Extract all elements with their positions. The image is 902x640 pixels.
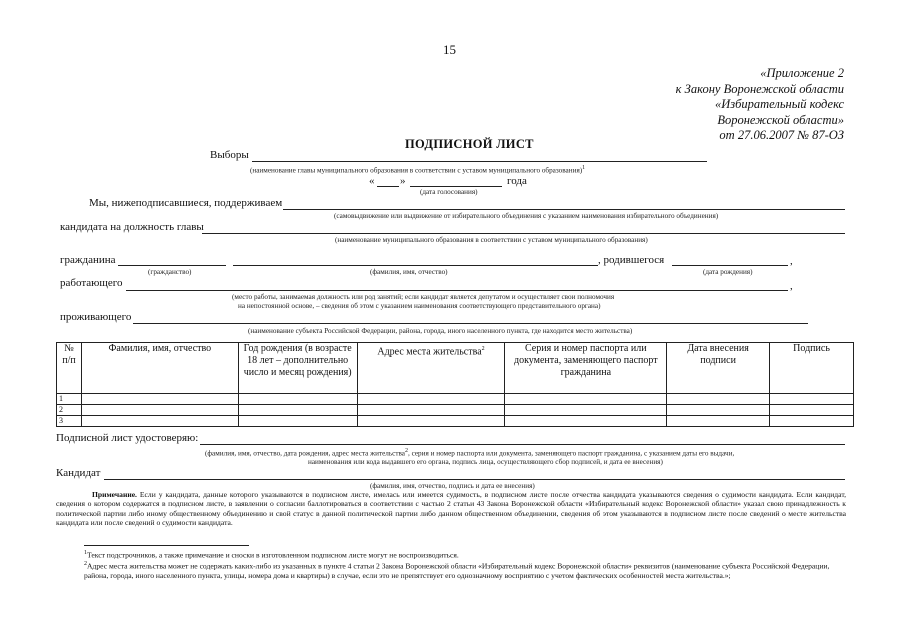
document-title: ПОДПИСНОЙ ЛИСТ (405, 137, 534, 151)
footnotes (84, 549, 844, 580)
certify-field[interactable] (200, 444, 845, 445)
cell-birth[interactable] (238, 394, 357, 405)
header-num: № п/п (57, 343, 82, 394)
header-passport: Серия и номер паспорта или документа, заменяющего паспорт гражданина (505, 343, 667, 394)
table-row (57, 416, 854, 427)
born-label: , родившегося (598, 254, 665, 266)
support-caption: (самовыдвижение или выдвижение от избирательного объединения с указанием наименования избирательного объединения) (334, 212, 719, 220)
cell-birth[interactable] (238, 416, 357, 427)
date-month-field[interactable] (410, 186, 502, 187)
citizen-name-caption: (фамилия, имя, отчество) (370, 268, 448, 276)
cell-birth[interactable] (238, 405, 357, 416)
cell-name[interactable] (81, 405, 238, 416)
appendix-header (676, 66, 844, 144)
citizen-comma: , (790, 255, 793, 267)
certify-caption-1: (фамилия, имя, отчество, дата рождения, адрес места жительства$^2$, серия и номер паспорта или документа, заменяющего паспорт гражданина, с указанием даты его выдачи, (205, 448, 735, 458)
row-number: 1 (57, 394, 82, 405)
appendix-line-3: «Избирательный кодекс (714, 97, 844, 111)
citizen-name-field[interactable] (233, 265, 598, 266)
candidate-field[interactable] (202, 233, 845, 234)
work-field[interactable] (126, 290, 788, 291)
cell-address[interactable] (357, 394, 505, 405)
candidate-label: кандидата на должность главы (60, 221, 204, 233)
note-text: Если у кандидата, данные которого указываются в подписном листе, имелась или имеется судимость, в подписном листе после отчества кандидата указываются сведения о судимости кандидата. Если кандидат, сведения о котором содержатся в подписном листе, в заявлении о согласии баллотироваться в соответствии с частью 2 статьи 43 Закона Воронежской области «Избирательный кодекс Воронежской области» указал свою принадлежность к политической партии либо иному общественному объединению и свой статус в данной политической партии либо данном общественном объединении, сведения об этом указываются в подписном листе после сведений о месте жительства кандидата или после сведений о судимости кандидата. (56, 490, 846, 528)
header-name: Фамилия, имя, отчество (81, 343, 238, 394)
citizen-label: гражданина (60, 254, 116, 266)
row-number: 3 (57, 416, 82, 427)
citizenship-caption: (гражданство) (148, 268, 192, 276)
cell-address[interactable] (357, 405, 505, 416)
appendix-line-4: Воронежской области» (717, 112, 844, 127)
support-field[interactable] (283, 209, 845, 210)
candidate-sign-caption: (фамилия, имя, отчество, подпись и дата ее внесения) (370, 482, 535, 490)
cell-name[interactable] (81, 416, 238, 427)
cell-signature[interactable] (770, 394, 854, 405)
appendix-line-5: от 27.06.2007 № 87-ОЗ (719, 128, 844, 142)
candidate-caption: (наименование муниципального образования в соответствии с уставом муниципального образования) (335, 236, 648, 244)
page-number: 15 (443, 42, 456, 57)
support-label: Мы, нижеподписавшиеся, поддерживаем (89, 197, 283, 209)
header-signature: Подпись (770, 343, 854, 394)
table-row (57, 405, 854, 416)
birth-date-field[interactable] (672, 265, 788, 266)
date-day-field[interactable] (377, 186, 399, 187)
appendix-line-2: к Закону Воронежской области (675, 81, 844, 96)
candidate-sign-label: Кандидат (56, 467, 101, 479)
work-caption-2: на непостоянной основе, – сведения об этом с указанием наименования соответствующего представительного органа) (238, 302, 601, 310)
date-close-quote: » (400, 175, 406, 187)
cell-date[interactable] (667, 416, 770, 427)
cell-name[interactable] (81, 394, 238, 405)
footnote-2: $^2$Адрес места жительства может не содержать каких-либо из указанных в пункте 4 статьи 2 Закона Воронежской области «Избирательный кодекс Воронежской области» реквизитов (наименование субъекта Российской Федерации, района, города, иного населенного пункта, улицы, номера дома и квартиры) в случае, если это не препятствует его однозначному восприятию с учетом фактических особенностей места жительства.»; (84, 560, 830, 580)
date-year-label: года (507, 175, 527, 187)
cell-date[interactable] (667, 405, 770, 416)
cell-passport[interactable] (505, 416, 667, 427)
citizenship-field[interactable] (118, 265, 226, 266)
cell-signature[interactable] (770, 405, 854, 416)
header-address: Адрес места жительства$^2$ (357, 343, 505, 394)
birth-date-caption: (дата рождения) (703, 268, 753, 276)
certify-caption-2: наименования или кода выдавшего его органа, подпись лица, осуществляющего сбор подписей, и дата ее внесения) (308, 458, 663, 466)
cell-signature[interactable] (770, 416, 854, 427)
header-birth: Год рождения (в возрасте 18 лет – дополнительно число и месяц рождения) (238, 343, 357, 394)
cell-date[interactable] (667, 394, 770, 405)
note-paragraph (56, 490, 846, 528)
cell-passport[interactable] (505, 394, 667, 405)
signatures-table (56, 342, 854, 427)
appendix-line-1: «Приложение 2 (760, 66, 844, 80)
residence-label: проживающего (60, 311, 132, 323)
header-date: Дата внесения подписи (667, 343, 770, 394)
note-bold-label: Примечание. (92, 490, 137, 499)
elections-field[interactable] (252, 161, 707, 162)
candidate-sign-field[interactable] (104, 479, 845, 480)
cell-address[interactable] (357, 416, 505, 427)
table-row (57, 394, 854, 405)
residence-caption: (наименование субъекта Российской Федерации, района, города, иного населенного пункта, где находится место жительства) (248, 327, 633, 335)
work-label: работающего (60, 277, 123, 289)
cell-passport[interactable] (505, 405, 667, 416)
date-caption: (дата голосования) (420, 188, 478, 196)
residence-field[interactable] (133, 323, 808, 324)
certify-label: Подписной лист удостоверяю: (56, 432, 199, 444)
work-comma: , (790, 280, 793, 292)
elections-caption: (наименование главы муниципального образования в соответствии с уставом муниципального образования)$^1$ (250, 165, 586, 175)
elections-label: Выборы (210, 149, 249, 161)
date-open-quote: « (369, 175, 375, 187)
table-header-row (57, 343, 854, 394)
row-number: 2 (57, 405, 82, 416)
work-caption-1: (место работы, занимаемая должность или род занятий; если кандидат является депутатом и осуществляет свои полномочия (232, 293, 615, 301)
footnote-separator (84, 545, 249, 546)
footnote-1: $^1$Текст подстрочников, а также примечание и сноски в изготовленном подписном листе могут не воспроизводиться. (84, 550, 459, 560)
